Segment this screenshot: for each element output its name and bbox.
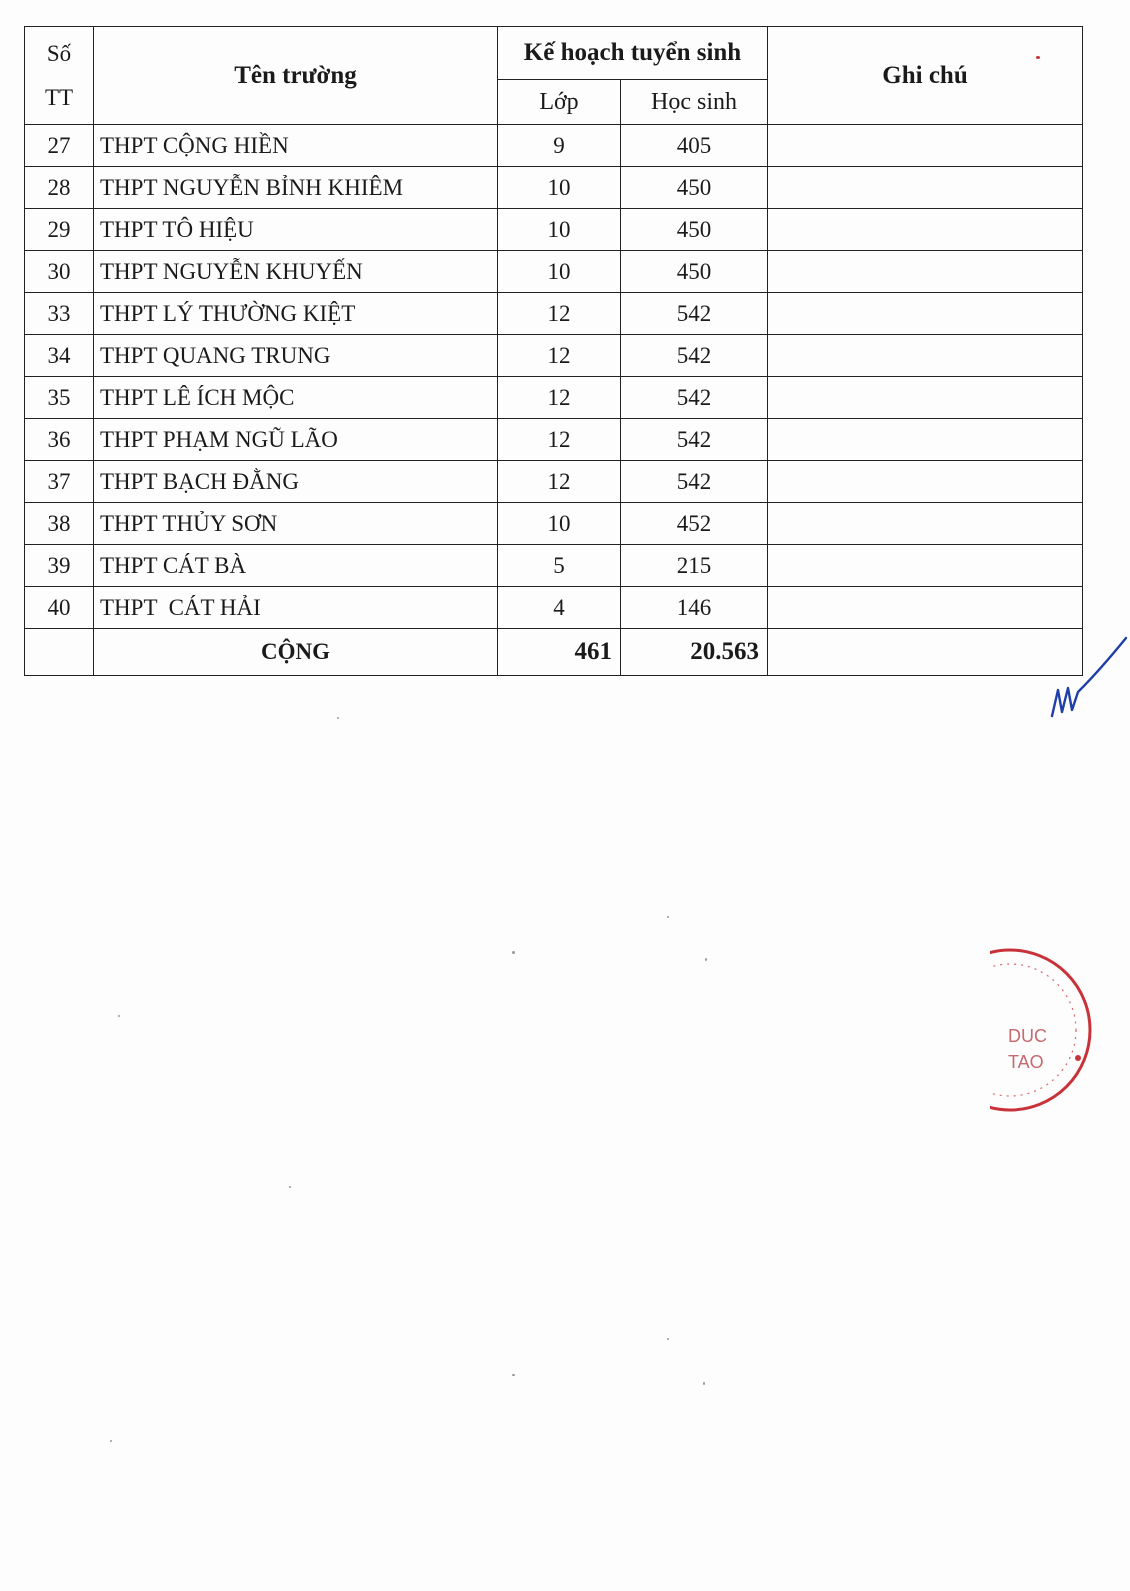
row-school-name: THPT LÊ ÍCH MỘC — [94, 377, 498, 419]
table-row — [25, 335, 1083, 377]
svg-text:TAO: TAO — [1008, 1052, 1044, 1072]
row-note — [768, 461, 1083, 503]
row-note — [768, 293, 1083, 335]
table-row — [25, 461, 1083, 503]
row-classes: 10 — [498, 209, 621, 251]
row-school-name: THPT NGUYỄN KHUYẾN — [94, 251, 498, 293]
row-school-name: THPT LÝ THƯỜNG KIỆT — [94, 293, 498, 335]
scan-speck — [289, 1186, 291, 1188]
row-note — [768, 587, 1083, 629]
column-header-students: Học sinh — [621, 80, 768, 125]
row-school-name: THPT CÁT BÀ — [94, 545, 498, 587]
column-header-note: Ghi chú — [768, 27, 1083, 125]
row-classes: 12 — [498, 293, 621, 335]
table-row — [25, 293, 1083, 335]
scan-speck — [337, 717, 339, 719]
stt-header-line1: Số — [46, 40, 72, 66]
row-stt: 38 — [25, 503, 94, 545]
row-students: 542 — [621, 377, 768, 419]
row-students: 450 — [621, 251, 768, 293]
row-students: 450 — [621, 167, 768, 209]
table-row — [25, 377, 1083, 419]
row-note — [768, 335, 1083, 377]
row-stt: 30 — [25, 251, 94, 293]
row-note — [768, 503, 1083, 545]
svg-text:DUC: DUC — [1008, 1026, 1047, 1046]
scan-speck — [512, 951, 515, 954]
enrollment-plan-table — [24, 26, 1083, 676]
row-students: 542 — [621, 335, 768, 377]
row-students: 405 — [621, 125, 768, 167]
table-row — [25, 167, 1083, 209]
row-school-name: THPT BẠCH ĐẰNG — [94, 461, 498, 503]
row-note — [768, 251, 1083, 293]
row-school-name: THPT PHẠM NGŨ LÃO — [94, 419, 498, 461]
row-stt: 34 — [25, 335, 94, 377]
row-note — [768, 167, 1083, 209]
row-classes: 12 — [498, 377, 621, 419]
table-row — [25, 503, 1083, 545]
total-students: 20.563 — [621, 629, 768, 676]
row-stt: 33 — [25, 293, 94, 335]
table-body — [25, 125, 1083, 676]
column-header-classes: Lớp — [498, 80, 621, 125]
table-row — [25, 587, 1083, 629]
row-classes: 10 — [498, 167, 621, 209]
column-header-enrollment-plan: Kế hoạch tuyển sinh — [498, 27, 768, 80]
scan-speck — [705, 958, 707, 961]
column-header-school-name: Tên trường — [94, 27, 498, 125]
row-school-name: THPT CÁT HẢI — [94, 587, 498, 629]
total-label: CỘNG — [94, 629, 498, 676]
row-stt: 40 — [25, 587, 94, 629]
scan-speck — [1036, 56, 1040, 59]
row-classes: 5 — [498, 545, 621, 587]
official-seal-stamp — [990, 940, 1130, 1140]
row-stt: 28 — [25, 167, 94, 209]
row-note — [768, 377, 1083, 419]
row-students: 542 — [621, 293, 768, 335]
row-school-name: THPT NGUYỄN BỈNH KHIÊM — [94, 167, 498, 209]
row-stt: 36 — [25, 419, 94, 461]
column-header-stt — [25, 27, 94, 125]
row-classes: 12 — [498, 335, 621, 377]
signature-mark — [1050, 630, 1130, 730]
total-note-cell — [768, 629, 1083, 676]
row-note — [768, 545, 1083, 587]
row-school-name: THPT QUANG TRUNG — [94, 335, 498, 377]
table-row — [25, 251, 1083, 293]
total-classes: 461 — [498, 629, 621, 676]
scan-speck — [118, 1015, 120, 1017]
stt-header-line2: TT — [44, 84, 74, 110]
row-students: 215 — [621, 545, 768, 587]
table-row — [25, 209, 1083, 251]
scan-speck — [667, 916, 669, 918]
row-classes: 4 — [498, 587, 621, 629]
row-stt: 29 — [25, 209, 94, 251]
table-row — [25, 419, 1083, 461]
row-stt: 35 — [25, 377, 94, 419]
scan-speck — [110, 1440, 112, 1442]
row-stt: 27 — [25, 125, 94, 167]
row-school-name: THPT THỦY SƠN — [94, 503, 498, 545]
total-row — [25, 629, 1083, 676]
scan-speck — [512, 1374, 515, 1376]
row-students: 146 — [621, 587, 768, 629]
row-classes: 10 — [498, 503, 621, 545]
row-stt: 37 — [25, 461, 94, 503]
scan-speck — [667, 1338, 669, 1340]
row-students: 542 — [621, 461, 768, 503]
row-note — [768, 419, 1083, 461]
row-school-name: THPT CỘNG HIỀN — [94, 125, 498, 167]
row-classes: 12 — [498, 461, 621, 503]
row-students: 542 — [621, 419, 768, 461]
row-students: 452 — [621, 503, 768, 545]
row-classes: 10 — [498, 251, 621, 293]
table-row — [25, 545, 1083, 587]
row-school-name: THPT TÔ HIỆU — [94, 209, 498, 251]
row-classes: 12 — [498, 419, 621, 461]
row-stt: 39 — [25, 545, 94, 587]
row-note — [768, 125, 1083, 167]
row-note — [768, 209, 1083, 251]
row-classes: 9 — [498, 125, 621, 167]
row-students: 450 — [621, 209, 768, 251]
total-stt-cell — [25, 629, 94, 676]
table-row — [25, 125, 1083, 167]
scan-speck — [703, 1382, 705, 1385]
